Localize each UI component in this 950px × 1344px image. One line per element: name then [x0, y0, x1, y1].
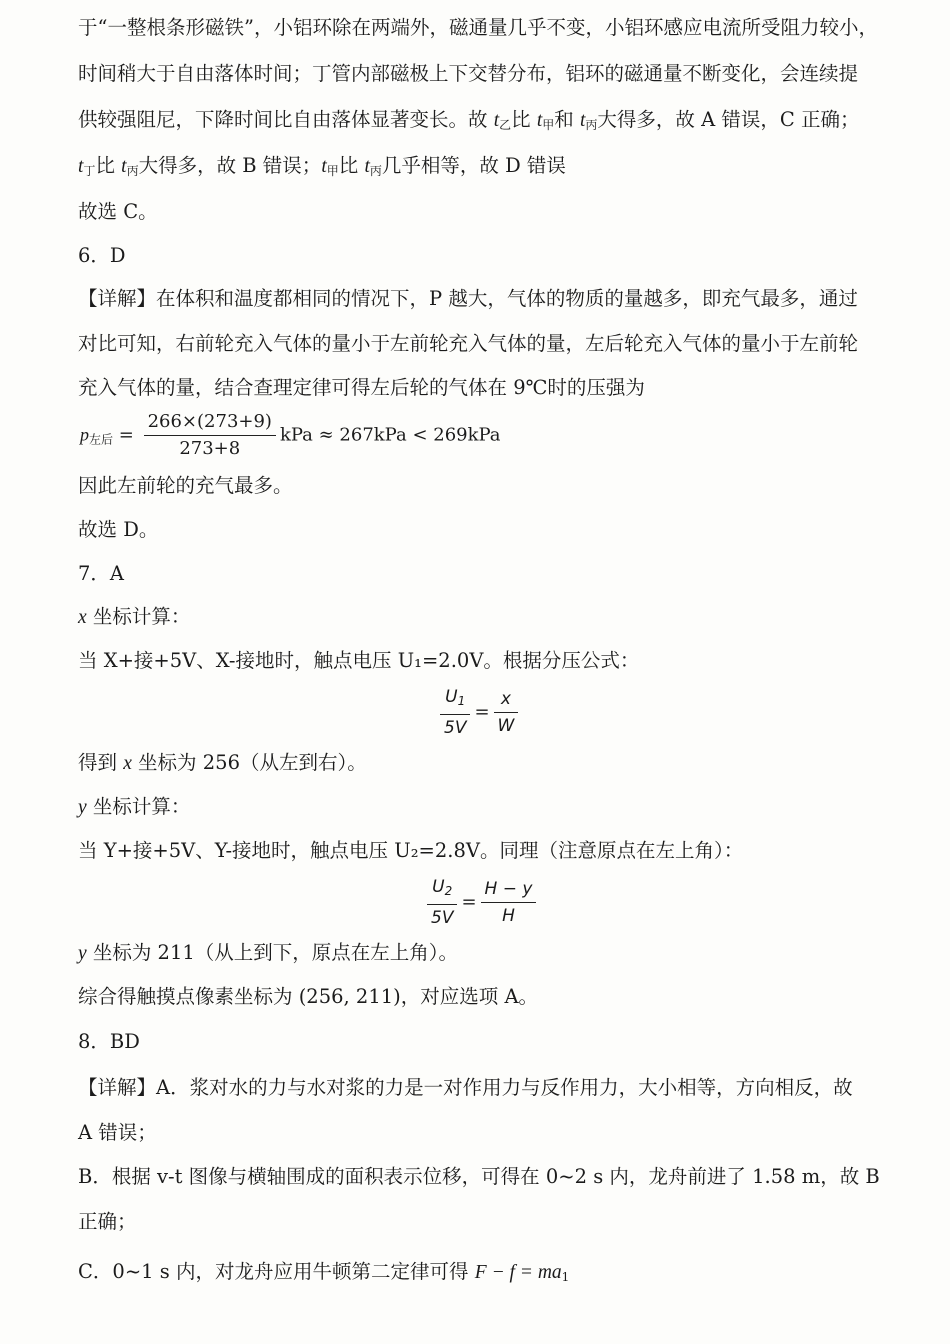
- text: 比: [338, 154, 365, 177]
- text: 供较强阻尼，下降时间比自由落体显著变长。故: [78, 108, 494, 131]
- var-t: t: [121, 156, 127, 177]
- question-number: 6．D: [78, 244, 126, 267]
- section-title: [78, 794, 880, 821]
- paragraph-line: 时间稍大于自由落体时间；丁管内部磁极上下交替分布，铝环的磁通量不断变化，会连续提: [78, 62, 859, 85]
- paragraph-line: [78, 107, 880, 138]
- text: 大得多，故 A 错误，C 正确；: [597, 108, 860, 131]
- subscript: 丙: [369, 164, 382, 178]
- text: 坐标为 211（从上到下，原点在左上角）。: [86, 941, 459, 964]
- newton-equation: F − f = ma: [474, 1262, 562, 1283]
- equals-sign: =: [461, 891, 477, 913]
- var-x: x: [78, 607, 87, 628]
- fraction: [427, 874, 457, 931]
- fraction: [481, 876, 537, 929]
- paragraph-line: 于“一整根条形磁铁”，小铝环除在两端外，磁通量几乎不变，小铝环感应电流所受阻力较小，: [78, 16, 878, 39]
- paragraph-line: 对比可知，右前轮充入气体的量小于左前轮充入气体的量，左后轮充入气体的量小于左前轮: [78, 332, 859, 355]
- fraction: [144, 409, 276, 462]
- numerator: 266×(273+9): [144, 409, 276, 436]
- denominator: 5V: [444, 718, 467, 738]
- paragraph-line: 【详解】A．浆对水的力与水对浆的力是一对作用力与反作用力，大小相等，方向相反，故: [78, 1076, 853, 1099]
- question-number: 7．A: [78, 562, 124, 585]
- question-number: 8．BD: [78, 1030, 140, 1053]
- numerator: [427, 874, 457, 905]
- pressure-equation: [80, 409, 501, 462]
- subscript: 2: [444, 884, 453, 898]
- var-y: y: [78, 943, 87, 964]
- fraction: [440, 684, 470, 741]
- var-t: t: [78, 156, 84, 177]
- text: 坐标为 256（从左到右）。: [131, 751, 367, 774]
- var-x: x: [123, 753, 132, 774]
- paragraph-line: 当 Y+接+5V、Y-接地时，触点电压 U₂=2.8V。同理（注意原点在左上角）：: [78, 839, 744, 862]
- denominator: W: [497, 716, 515, 736]
- var-t: t: [321, 156, 327, 177]
- subscript: 丙: [585, 118, 598, 132]
- subscript: 甲: [542, 118, 555, 132]
- var-t: t: [364, 156, 370, 177]
- paragraph-line: 当 X+接+5V、X-接地时，触点电压 U₁=2.0V。根据分压公式：: [78, 649, 640, 672]
- text: 大得多，故 B 错误；: [138, 154, 322, 177]
- text: 坐标计算：: [86, 605, 191, 628]
- denominator: 5V: [431, 908, 454, 928]
- var-t: t: [579, 110, 586, 131]
- denominator: H: [502, 906, 515, 926]
- fraction: [494, 686, 519, 739]
- var-t: t: [536, 110, 543, 131]
- paragraph-line: 充入气体的量，结合查理定律可得左后轮的气体在 9℃时的压强为: [78, 376, 645, 399]
- paragraph-line: 因此左前轮的充气最多。: [78, 474, 293, 497]
- paragraph-line: [78, 1259, 880, 1290]
- var-u: U: [432, 877, 445, 897]
- paragraph-line: A 错误；: [78, 1121, 157, 1144]
- subscript: 丙: [126, 164, 139, 178]
- text: 比: [95, 154, 122, 177]
- text: 得到: [78, 751, 124, 774]
- var-t: t: [493, 110, 500, 131]
- answer-conclusion: 故选 C。: [78, 200, 158, 223]
- numerator: H − y: [481, 876, 537, 903]
- paragraph-line: [78, 750, 880, 777]
- paragraph-line: 【详解】在体积和温度都相同的情况下，P 越大，气体的物质的量越多，即充气最多，通过: [78, 287, 858, 310]
- text: 坐标计算：: [86, 795, 191, 818]
- var-u: U: [445, 687, 458, 707]
- subscript: 丁: [83, 164, 96, 178]
- text: 几乎相等，故 D 错误: [381, 154, 566, 177]
- paragraph-line: [78, 153, 880, 184]
- x-divider-formula: [436, 684, 522, 741]
- paragraph-line: 综合得触摸点像素坐标为 (256, 211)，对应选项 A。: [78, 985, 539, 1008]
- subscript: 乙: [499, 118, 512, 132]
- text: 比: [511, 108, 537, 131]
- subscript: 1: [561, 1270, 570, 1284]
- subscript: 1: [457, 694, 466, 708]
- answer-conclusion: 故选 D。: [78, 518, 159, 541]
- y-divider-formula: [423, 874, 540, 931]
- paragraph-line: 正确；: [78, 1210, 137, 1233]
- equals-sign: =: [474, 701, 490, 723]
- numerator: [440, 684, 470, 715]
- text: 和: [554, 108, 580, 131]
- var-p: p: [80, 424, 89, 445]
- numerator: x: [494, 686, 519, 713]
- text: C．0~1 s 内，对龙舟应用牛顿第二定律可得: [78, 1260, 475, 1283]
- subscript: 甲: [326, 164, 339, 178]
- denominator: 273+8: [179, 438, 241, 459]
- subscript: 左后: [89, 432, 114, 447]
- equals-sign: =: [118, 424, 134, 446]
- var-y: y: [78, 797, 87, 818]
- paragraph-line: B．根据 v-t 图像与横轴围成的面积表示位移，可得在 0~2 s 内，龙舟前进了 1.58 m，故 B: [78, 1165, 880, 1188]
- result: kPa ≈ 267kPa < 269kPa: [279, 424, 501, 446]
- section-title: [78, 604, 880, 631]
- paragraph-line: [78, 940, 880, 967]
